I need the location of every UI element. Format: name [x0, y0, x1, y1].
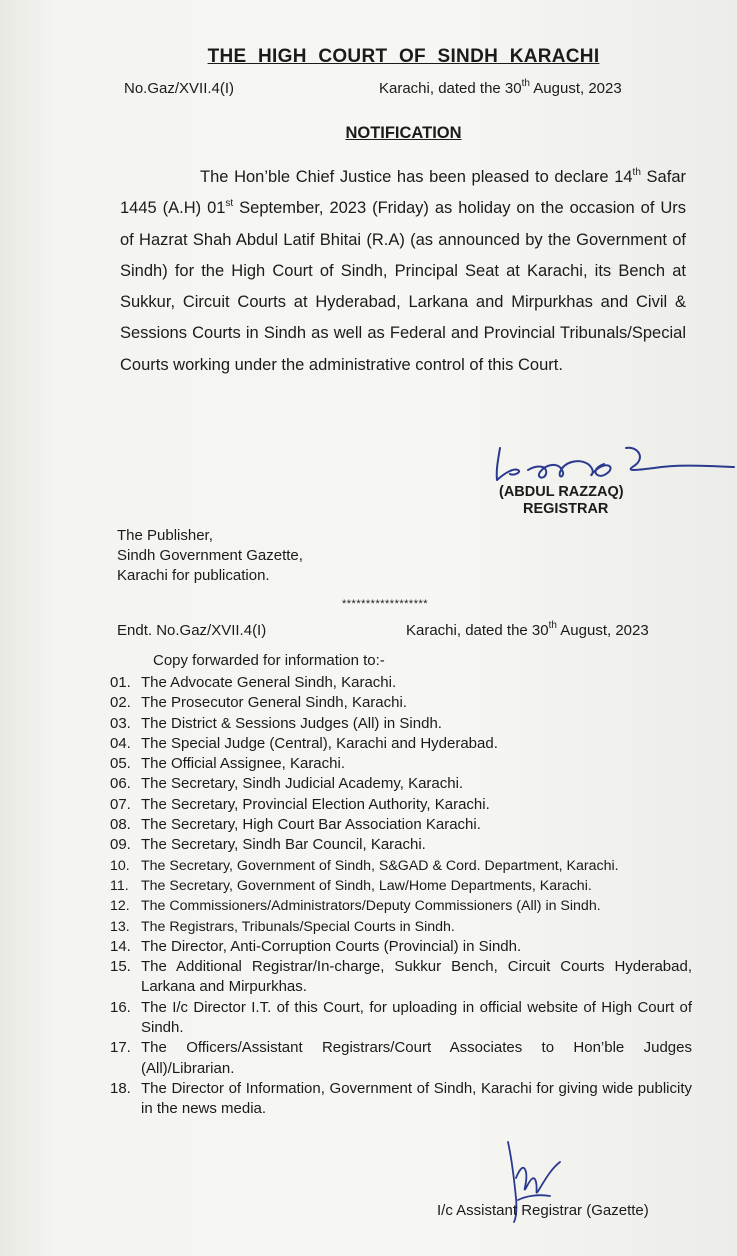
- recipient-text: The Registrars, Tribunals/Special Courts in Sindh.: [141, 918, 455, 935]
- recipient-number: 02.: [110, 694, 131, 712]
- copy-forwarded-intro: Copy forwarded for information to:-: [153, 652, 385, 669]
- recipient-item: [110, 1079, 692, 1120]
- notification-body: The Hon’ble Chief Justice has been pleased to declare 14th Safar 1445 (A.H) 01st September, 2023 (Friday) as holiday on the occasion of Urs of Hazrat Shah Abdul Latif Bhitai (R.A) (as announced by the Government of Sindh) for the High Court of Sindh, Principal Seat at Karachi, its Bench at Sukkur, Circuit Courts at Hyderabad, Larkana and Mirpurkhas and Civil & Sessions Courts in Sindh as well as Federal and Provincial Tribunals/Special Courts working under the administrative control of this Court.: [120, 166, 686, 374]
- recipient-text: The Secretary, Government of Sindh, S&GAD & Cord. Department, Karachi.: [141, 857, 619, 874]
- recipient-item: [110, 673, 692, 693]
- recipient-item: [110, 693, 692, 713]
- recipient-text: The Secretary, High Court Bar Association Karachi.: [141, 816, 481, 834]
- recipient-number: 07.: [110, 795, 131, 813]
- recipient-list: [110, 673, 692, 1120]
- recipient-text: The Director, Anti-Corruption Courts (Provincial) in Sindh.: [141, 937, 522, 955]
- recipient-number: 03.: [110, 714, 131, 732]
- recipient-text: The Secretary, Provincial Election Authority, Karachi.: [141, 795, 490, 813]
- recipient-text: The I/c Director I.T. of this Court, for uploading in official website of High Court of Sindh.: [141, 998, 692, 1037]
- recipient-text: The District & Sessions Judges (All) in Sindh.: [141, 714, 442, 732]
- separator-stars: ******************: [342, 598, 429, 610]
- assistant-registrar-title: I/c Assistant Registrar (Gazette): [437, 1202, 649, 1219]
- recipient-item: [110, 937, 692, 957]
- recipient-number: 08.: [110, 816, 131, 834]
- recipient-number: 05.: [110, 755, 131, 773]
- reference-number: No.Gaz/XVII.4(I): [124, 80, 235, 97]
- recipient-number: 12.: [110, 898, 130, 915]
- recipient-number: 14.: [110, 937, 131, 955]
- recipient-number: 09.: [110, 836, 131, 854]
- recipient-text: The Secretary, Sindh Bar Council, Karachi.: [141, 836, 426, 854]
- recipient-text: The Director of Information, Government of Sindh, Karachi for giving wide publicity in the news media.: [141, 1079, 692, 1118]
- recipient-number: 10.: [110, 857, 130, 874]
- recipient-item: [110, 815, 692, 835]
- registrar-name: (ABDUL RAZZAQ): [499, 484, 624, 500]
- recipient-number: 15.: [110, 958, 131, 976]
- recipient-item: [110, 856, 692, 876]
- recipient-text: The Official Assignee, Karachi.: [141, 755, 345, 773]
- endorsement-date: Karachi, dated the 30th August, 2023: [406, 620, 649, 639]
- recipient-number: 01.: [110, 674, 131, 691]
- recipient-item: [110, 876, 692, 896]
- addressee-line-3: Karachi for publication.: [117, 567, 270, 584]
- endorsement-number: Endt. No.Gaz/XVII.4(I): [117, 622, 267, 639]
- recipient-number: 11.: [110, 877, 129, 894]
- notification-heading: NOTIFICATION: [345, 124, 462, 142]
- recipient-text: The Prosecutor General Sindh, Karachi.: [141, 694, 407, 712]
- recipient-number: 18.: [110, 1079, 131, 1097]
- addressee-line-1: The Publisher,: [117, 527, 213, 544]
- recipient-item: [110, 998, 692, 1039]
- recipient-text: The Secretary, Government of Sindh, Law/Home Departments, Karachi.: [141, 877, 592, 894]
- notification-date: Karachi, dated the 30th August, 2023: [379, 78, 622, 97]
- registrar-title: REGISTRAR: [523, 501, 609, 517]
- addressee-line-2: Sindh Government Gazette,: [117, 547, 303, 564]
- recipient-text: The Commissioners/Administrators/Deputy Commissioners (All) in Sindh.: [141, 898, 601, 915]
- recipient-item: [110, 957, 692, 998]
- recipient-item: [110, 774, 692, 794]
- recipient-number: 06.: [110, 775, 131, 793]
- recipient-item: [110, 835, 692, 855]
- recipient-number: 04.: [110, 734, 131, 752]
- court-name-title: THE HIGH COURT OF SINDH KARACHI: [207, 46, 600, 67]
- recipient-item: [110, 754, 692, 774]
- recipient-item: [110, 734, 692, 754]
- recipient-item: [110, 896, 692, 916]
- recipient-item: [110, 714, 692, 734]
- recipient-text: The Additional Registrar/In-charge, Sukkur Bench, Circuit Courts Hyderabad, Larkana and Mirpurkhas.: [141, 958, 692, 996]
- recipient-text: The Officers/Assistant Registrars/Court Associates to Hon’ble Judges (All)/Librarian.: [141, 1039, 692, 1077]
- recipient-item: [110, 917, 692, 937]
- recipient-text: The Secretary, Sindh Judicial Academy, Karachi.: [141, 775, 464, 793]
- recipient-number: 16.: [110, 998, 131, 1016]
- recipient-number: 13.: [110, 918, 130, 935]
- recipient-item: [110, 1038, 692, 1079]
- recipient-item: [110, 795, 692, 815]
- recipient-text: The Advocate General Sindh, Karachi.: [141, 674, 397, 691]
- recipient-text: The Special Judge (Central), Karachi and Hyderabad.: [141, 734, 498, 752]
- recipient-number: 17.: [110, 1039, 131, 1057]
